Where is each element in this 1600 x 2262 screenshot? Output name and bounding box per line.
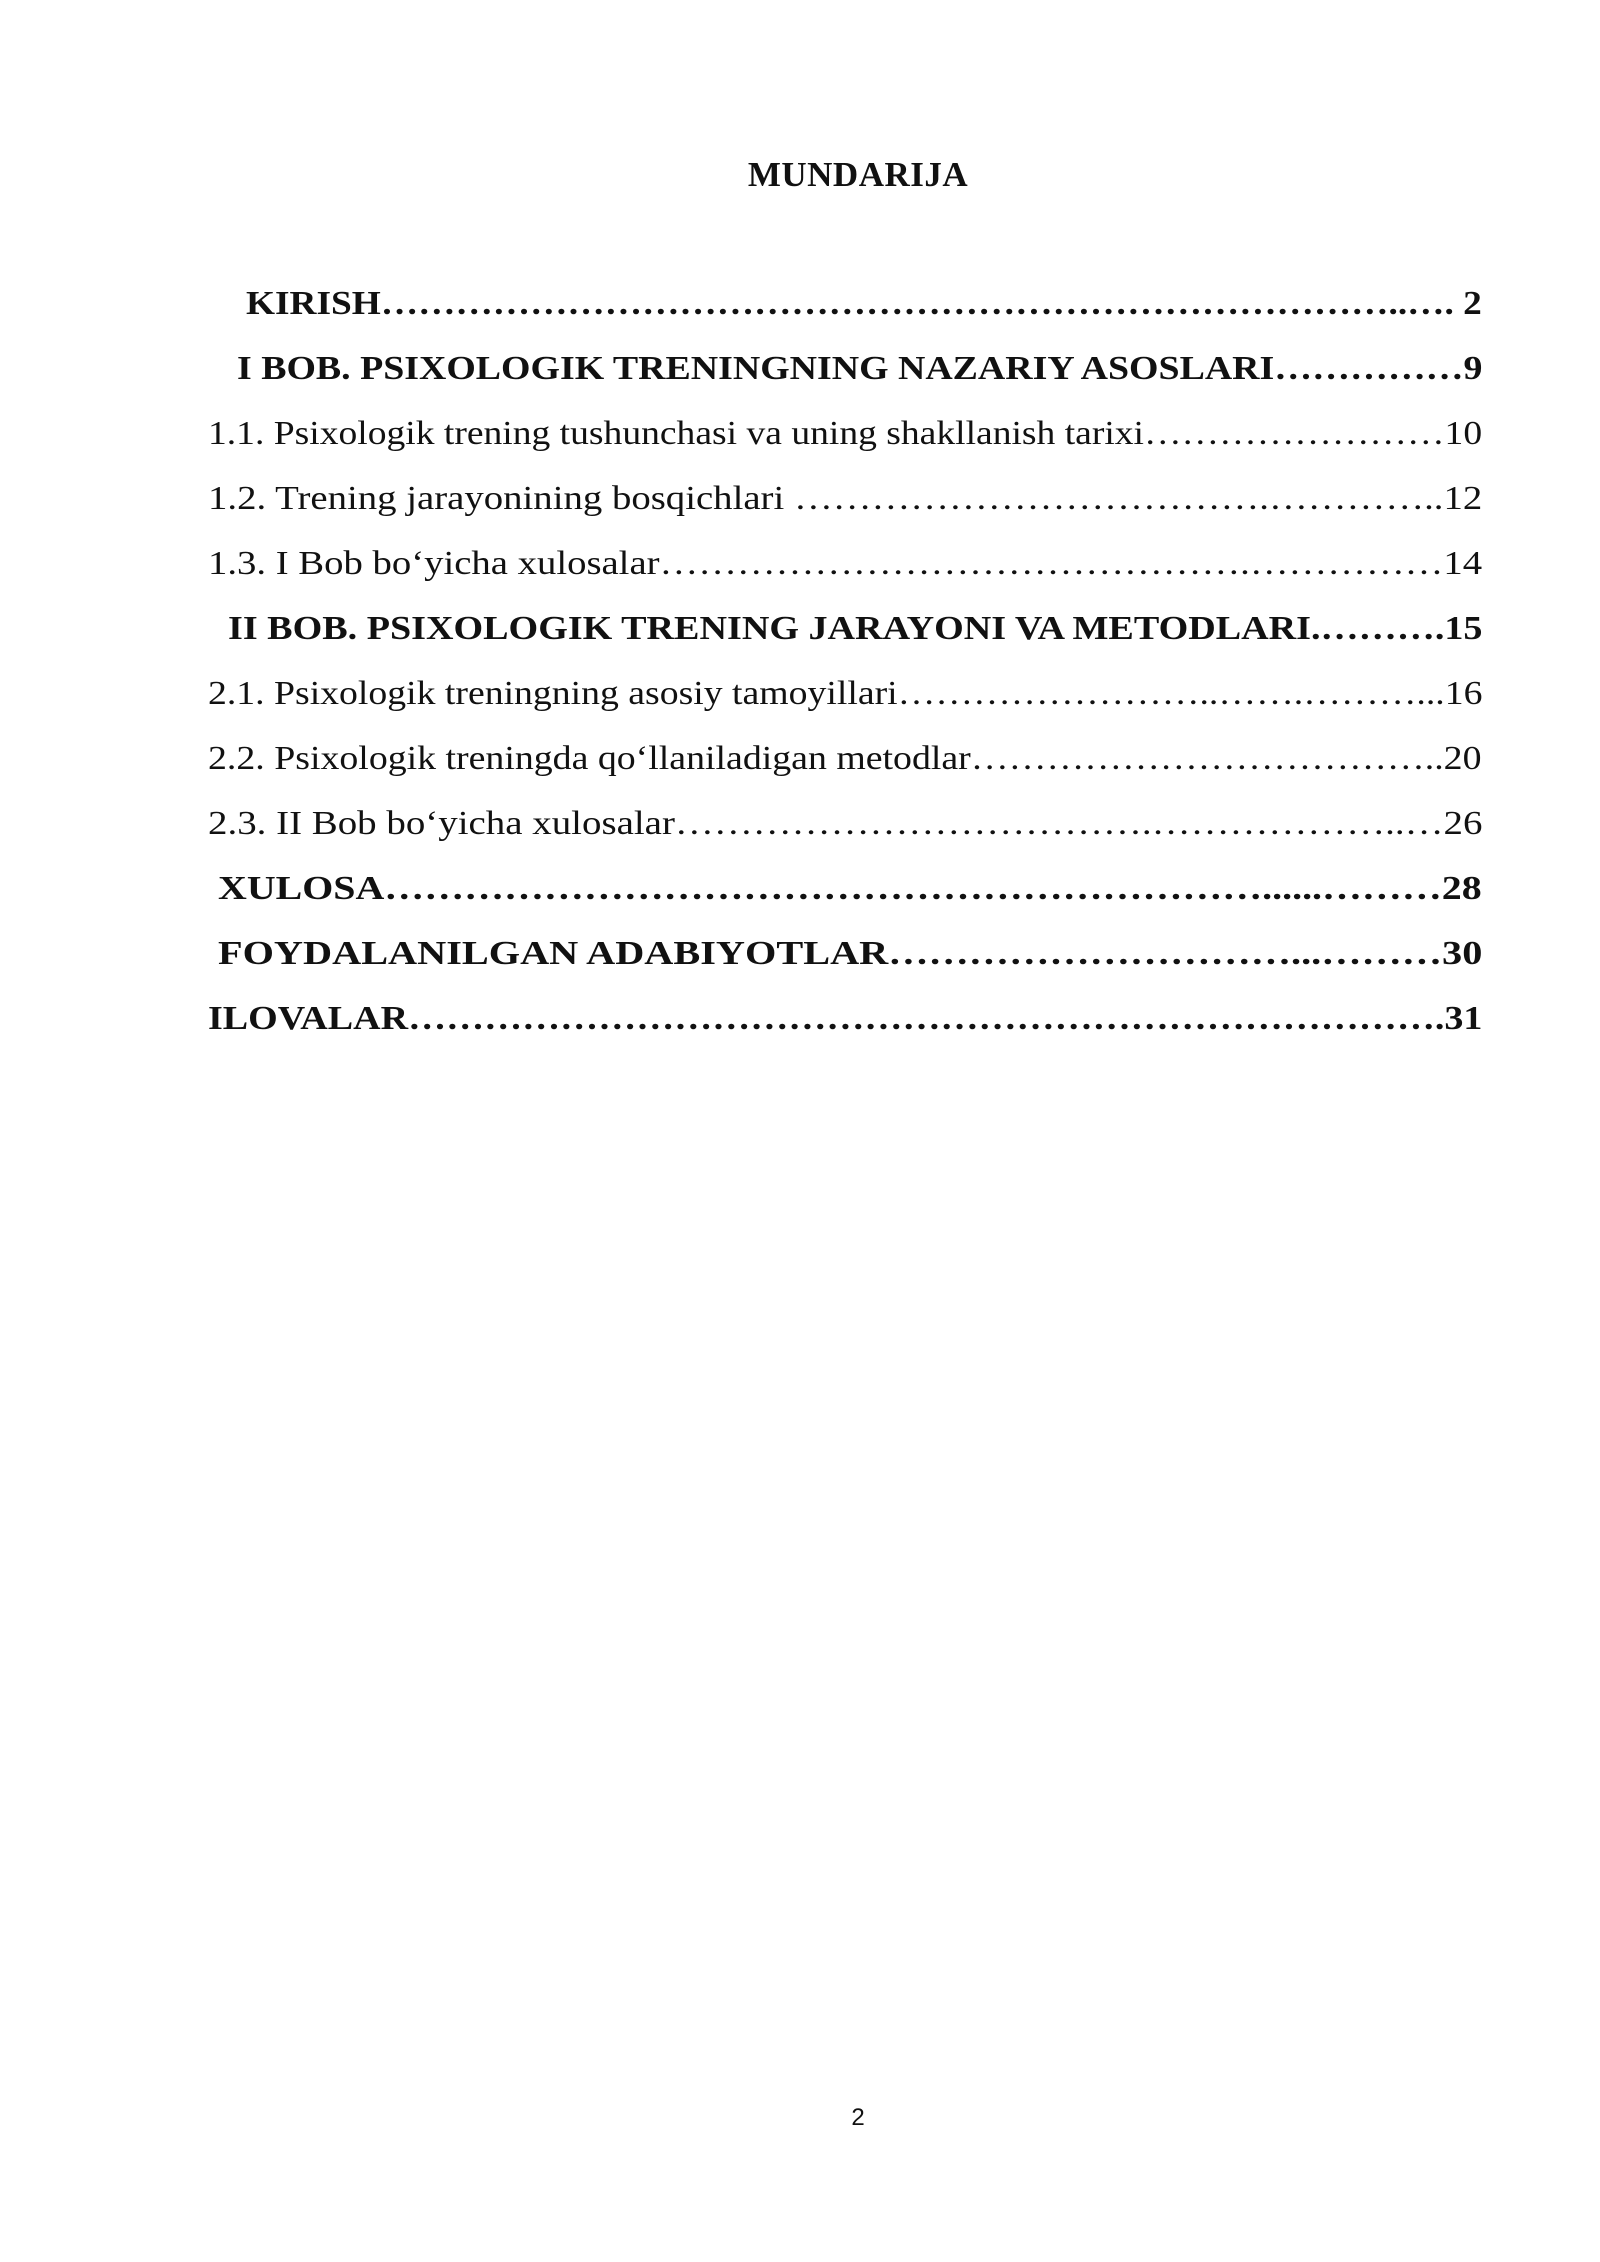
toc-entry-ilovalar	[208, 995, 1486, 1043]
toc-entry-text: 2.1. Psixologik treningning asosiy tamoyillari……………………..…….………...16	[208, 675, 1483, 712]
toc-entry-text: II BOB. PSIXOLOGIK TRENING JARAYONI VA METODLARI.……….15	[228, 610, 1483, 647]
toc-entry-text: XULOSA…………………………………………………………......………28	[218, 870, 1482, 907]
toc-entry-text: 1.2. Trening jarayonining bosqichlari ……………………………….…………..12	[208, 480, 1483, 517]
toc-entry-text: 1.3. I Bob bo‘yicha xulosalar……………………………………….……………14	[208, 545, 1483, 582]
toc-entry-xulosa	[218, 865, 1486, 913]
toc-entry-text: 2.2. Psixologik treningda qo‘llaniladigan metodlar………………………………..20	[208, 740, 1482, 777]
toc-entry-text: ILOVALAR……………………………………………………………………….31	[208, 1000, 1483, 1037]
toc-entry-1-3	[208, 540, 1486, 588]
toc-entry-2-2	[208, 735, 1486, 783]
toc-entry-text: FOYDALANILGAN ADABIYOTLAR…………………………...………30	[218, 935, 1483, 972]
toc-entry-text: I BOB. PSIXOLOGIK TRENINGNING NAZARIY ASOSLARI……………9	[237, 350, 1483, 387]
toc-entry-kirish	[246, 280, 1486, 328]
toc-entry-chapter-1	[237, 345, 1486, 393]
page-title: MUNDARIJA	[747, 155, 969, 194]
toc-entry-text: 2.3. II Bob bo‘yicha xulosalar……………………………….………………..…26	[208, 805, 1483, 842]
toc-entry-adabiyotlar	[218, 930, 1486, 978]
toc-entry-chapter-2	[228, 605, 1486, 653]
toc-entry-text: 1.1. Psixologik trening tushunchasi va uning shakllanish tarixi……………………10	[208, 415, 1483, 452]
toc-entry-2-3	[208, 800, 1486, 848]
toc-entry-1-2	[208, 475, 1486, 523]
toc-entry-1-1	[208, 410, 1486, 458]
page-number: 2	[851, 2104, 865, 2131]
toc-entry-2-1	[208, 670, 1486, 718]
toc-entry-text: KIRISH………………………………………………………………………..…. 2	[246, 285, 1482, 322]
